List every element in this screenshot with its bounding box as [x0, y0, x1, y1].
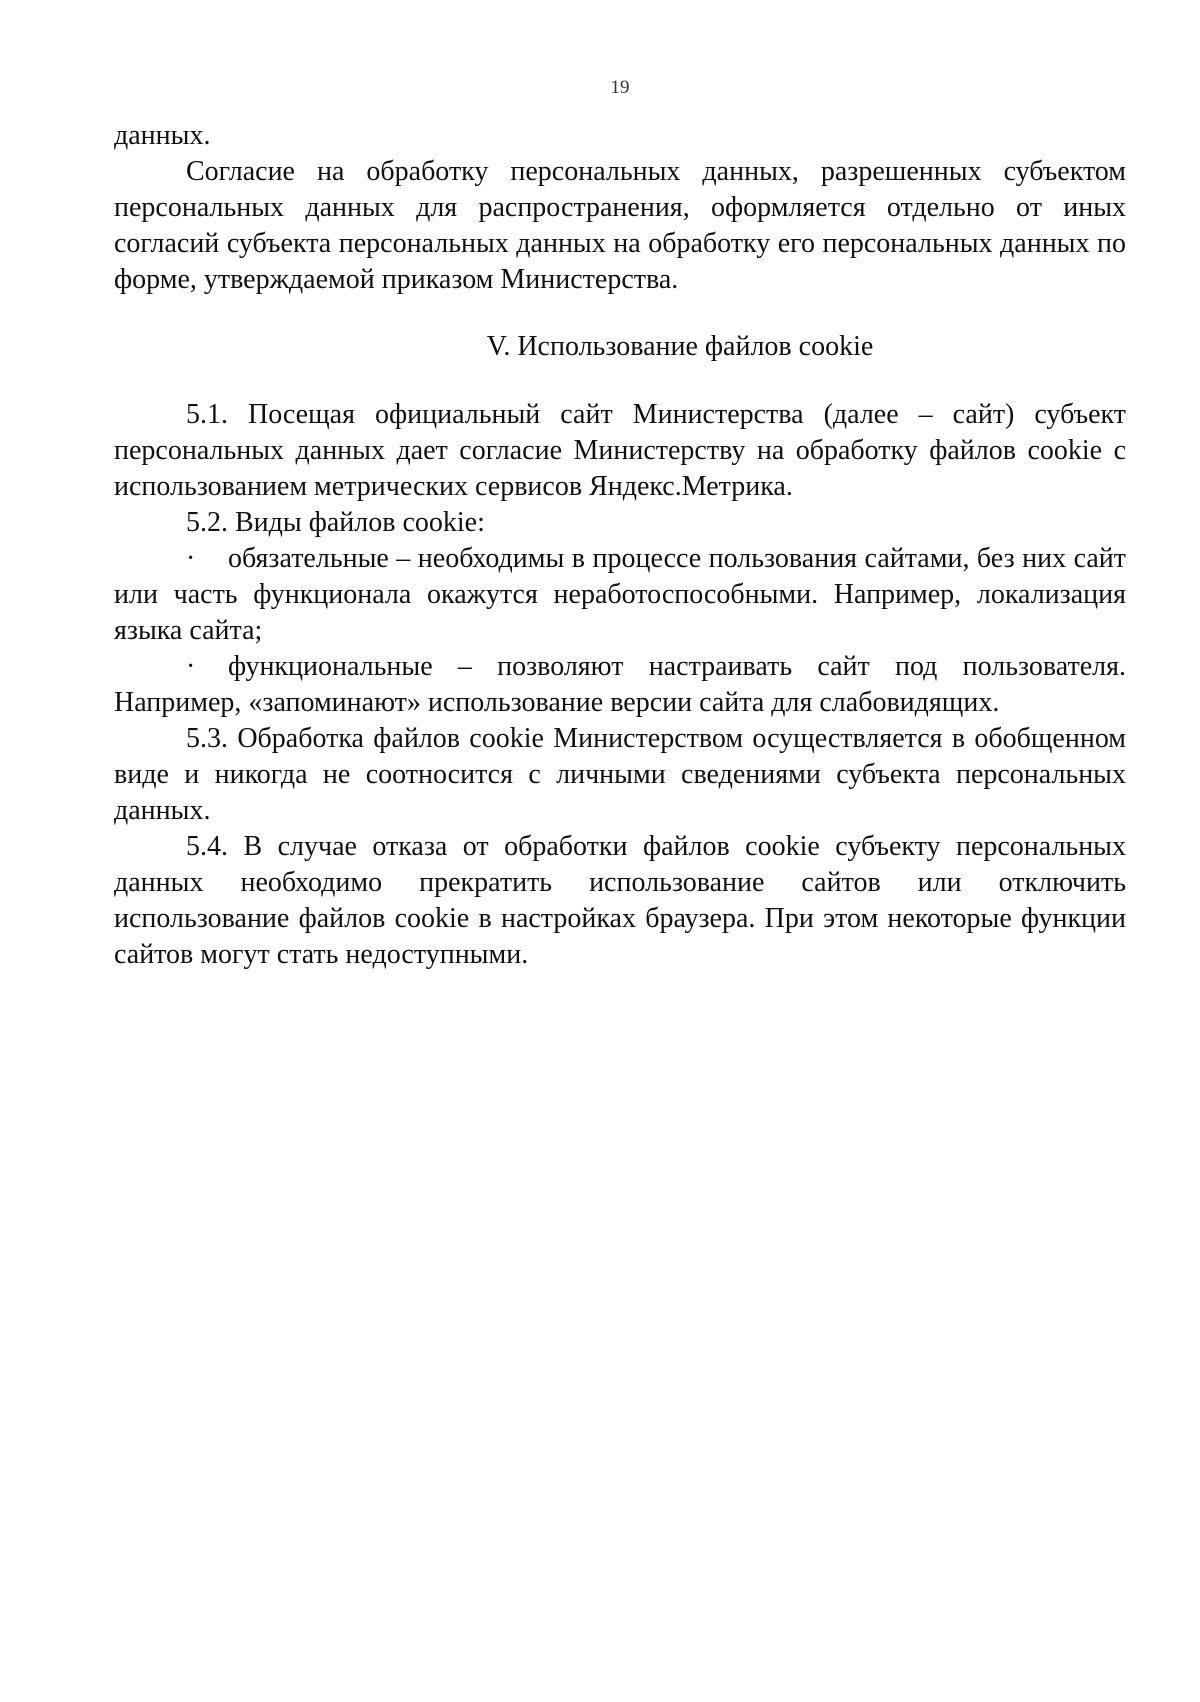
paragraph-5-3: 5.3. Обработка файлов cookie Министерством осуществляется в обобщенном виде и никогда не соотносится с личными сведениями субъекта персональных данных.	[114, 723, 1126, 826]
bullet-item-mandatory	[114, 541, 1126, 649]
bullet-text-mandatory: обязательные – необходимы в процессе пользования сайтами, без них сайт или часть функционала окажутся неработоспособными. Например, локализация языка сайта;	[114, 543, 1126, 646]
bullet-item-functional	[114, 649, 1126, 721]
consent-paragraph: Согласие на обработку персональных данных, разрешенных субъектом персональных данных для распространения, оформляется отдельно от иных согласий субъекта персональных данных на обработку его персональных данных по форме, утверждаемой приказом Министерства.	[114, 156, 1126, 295]
intro-tail-text: данных.	[114, 120, 211, 151]
bullet-text-functional: функциональные – позволяют настраивать сайт под пользователя. Например, «запоминают» использование версии сайта для слабовидящих.	[114, 651, 1126, 718]
page-number: 19	[610, 77, 630, 98]
section-heading: V. Использование файлов cookie	[486, 331, 874, 362]
paragraph-5-1: 5.1. Посещая официальный сайт Министерства (далее – сайт) субъект персональных данных дает согласие Министерству на обработку файлов cookie с использованием метрических сервисов Яндекс.Метрика.	[114, 399, 1126, 502]
paragraph-5-2: 5.2. Виды файлов cookie:	[186, 507, 485, 538]
paragraph-5-4: 5.4. В случае отказа от обработки файлов cookie субъекту персональных данных необходимо прекратить использование сайтов или отключить использование файлов cookie в настройках браузера. При этом некоторые функции сайтов могут стать недоступными.	[114, 831, 1126, 970]
bullet-dot-icon: ·	[186, 651, 196, 682]
document-body	[114, 118, 1126, 973]
bullet-dot-icon: ·	[186, 543, 196, 574]
